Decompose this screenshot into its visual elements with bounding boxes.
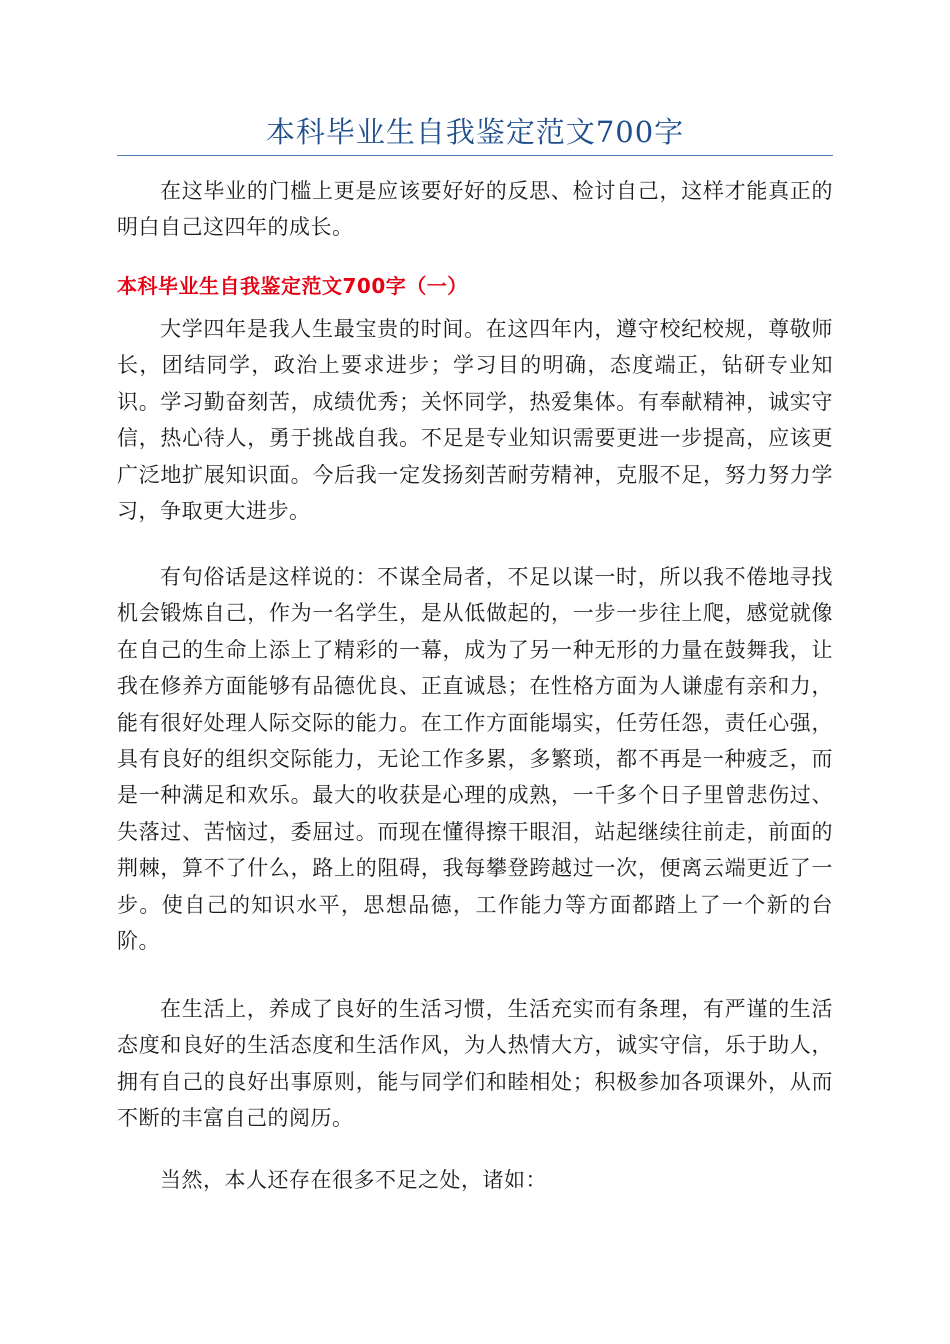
body-paragraph: 在生活上，养成了良好的生活习惯，生活充实而有条理，有严谨的生活态度和良好的生活态度和生活作风，为人热情大方，诚实守信，乐于助人，拥有自己的良好出事原则，能与同学们和睦相处；积极参加各项课外，从而不断的丰富自己的阅历。 <box>117 997 833 1131</box>
section-heading: 本科毕业生自我鉴定范文700字（一） <box>117 274 468 298</box>
intro-paragraph: 在这毕业的门槛上更是应该要好好的反思、检讨自己，这样才能真正的明白自己这四年的成长。 <box>117 179 833 240</box>
body-paragraph: 当然，本人还存在很多不足之处，诸如： <box>160 1168 547 1192</box>
document-title: 本科毕业生自我鉴定范文700字 <box>265 115 685 149</box>
body-paragraph: 有句俗话是这样说的：不谋全局者，不足以谋一时，所以我不倦地寻找机会锻炼自己，作为一名学生，是从低做起的，一步一步往上爬，感觉就像在自己的生命上添上了精彩的一幕，成为了另一种无形的力量在鼓舞我，让我在修养方面能够有品德优良、正直诚恳；在性格方面为人谦虚有亲和力，能有很好处理人际交际的能力。在工作方面能塌实，任劳任怨，责任心强，具有良好的组织交际能力，无论工作多累，多繁琐，都不再是一种疲乏，而是一种满足和欢乐。最大的收获是心理的成熟，一千多个日子里曾悲伤过、失落过、苦恼过，委屈过。而现在懂得擦干眼泪，站起继续往前走，前面的荆棘，算不了什么，路上的阻碍，我每攀登跨越过一次，便离云端更近了一步。使自己的知识水平，思想品德，工作能力等方面都踏上了一个新的台阶。 <box>117 565 833 954</box>
body-paragraph: 大学四年是我人生最宝贵的时间。在这四年内，遵守校纪校规，尊敬师长，团结同学，政治上要求进步；学习目的明确，态度端正，钻研专业知识。学习勤奋刻苦，成绩优秀；关怀同学，热爱集体。有奉献精神，诚实守信，热心待人，勇于挑战自我。不足是专业知识需要更进一步提高，应该更广泛地扩展知识面。今后我一定发扬刻苦耐劳精神，克服不足，努力努力学习，争取更大进步。 <box>117 317 833 524</box>
title-underline <box>117 155 833 156</box>
